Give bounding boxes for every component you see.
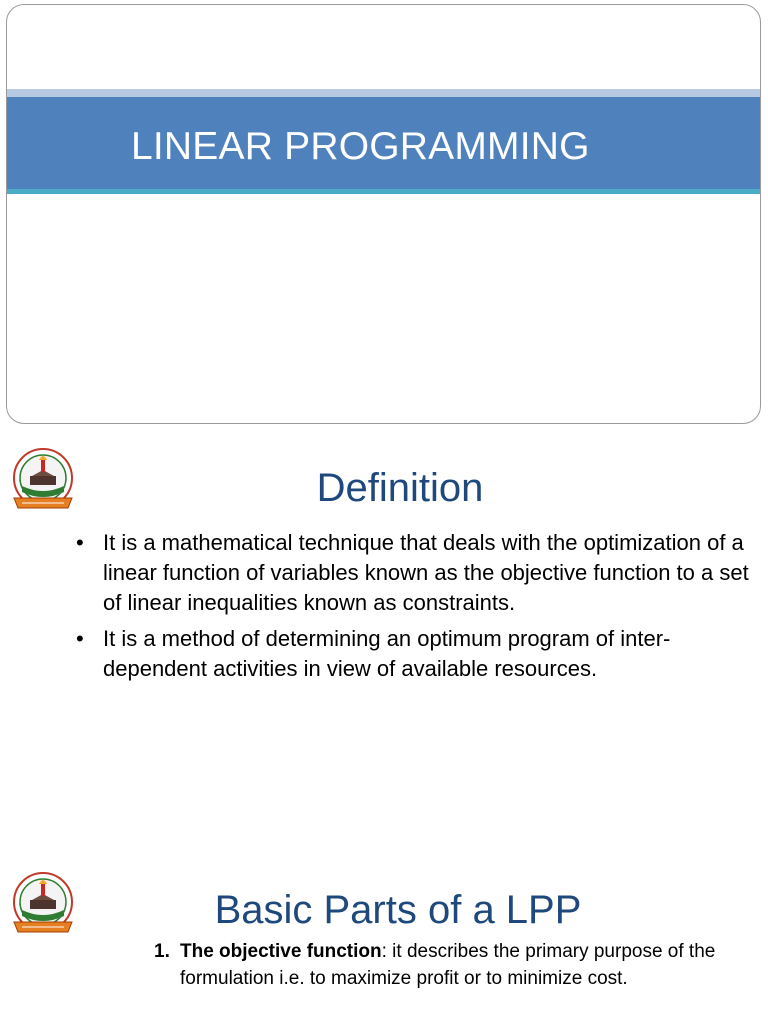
basic-parts-heading: Basic Parts of a LPP: [214, 888, 582, 932]
definition-bullet-list: [70, 528, 750, 690]
title-slide: [6, 4, 761, 424]
title-band-bottom-stripe: [7, 189, 760, 194]
item-text: : it describes the primary purpose of the formulation i.e. to maximize profit or to minimize cost.: [180, 941, 716, 989]
list-item: • It is a method of determining an optimum program of inter-dependent activities in view of available resources.: [70, 624, 750, 684]
slide-title: LINEAR PROGRAMMING: [131, 125, 590, 168]
item-number: 1.: [154, 941, 170, 962]
list-item: [154, 938, 744, 992]
title-band-top-stripe: [7, 89, 760, 97]
basic-parts-list: [154, 938, 744, 992]
definition-heading: Definition: [316, 466, 484, 510]
list-item: • It is a mathematical technique that deals with the optimization of a linear function of variables known as the objective function to a set of linear inequalities known as constraints.: [70, 528, 750, 618]
item-term: The objective function: [180, 941, 382, 962]
